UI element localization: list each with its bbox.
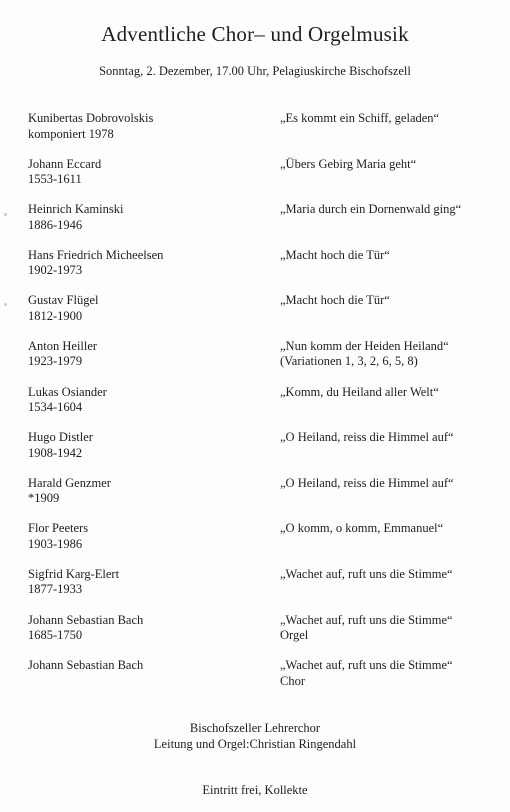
program-list	[28, 111, 498, 704]
program-entry	[28, 339, 498, 385]
work-title: „Macht hoch die Tür“	[280, 293, 390, 308]
composer-block	[28, 157, 268, 188]
work-title: „Wachet auf, ruft uns die Stimme“	[280, 566, 453, 581]
work-title: „Nun komm der Heiden Heiland“	[280, 338, 449, 353]
composer-block	[28, 339, 268, 370]
work-block	[280, 521, 510, 537]
composer-block	[28, 658, 268, 674]
composer-dates: 1908-1942	[28, 445, 83, 460]
work-block	[280, 339, 510, 370]
program-entry	[28, 658, 498, 704]
composer-block	[28, 248, 268, 279]
composer-block	[28, 111, 268, 142]
composer-name: Heinrich Kaminski	[28, 202, 124, 217]
composer-name: Hugo Distler	[28, 430, 93, 445]
work-title: „Maria durch ein Dornenwald ging“	[280, 202, 462, 217]
composer-name: Harald Genzmer	[28, 475, 111, 490]
composer-dates: *1909	[28, 491, 60, 506]
composer-name: Lukas Osiander	[28, 384, 107, 399]
work-block	[280, 613, 510, 644]
work-block	[280, 157, 510, 173]
composer-name: Hans Friedrich Micheelsen	[28, 247, 164, 262]
scan-mark	[4, 303, 7, 306]
program-entry	[28, 613, 498, 659]
composer-name: Anton Heiller	[28, 338, 98, 353]
choir-name: Bischofszeller Lehrerchor	[189, 721, 321, 735]
direction-credit: Leitung und Orgel:Christian Ringendahl	[153, 736, 357, 751]
composer-dates: 1902-1973	[28, 263, 83, 278]
program-entry	[28, 202, 498, 248]
composer-block	[28, 476, 268, 507]
work-note: (Variationen 1, 3, 2, 6, 5, 8)	[280, 354, 418, 369]
page-title: Adventliche Chor– und Orgelmusik	[101, 22, 409, 46]
composer-name: Johann Eccard	[28, 156, 102, 171]
composer-block	[28, 430, 268, 461]
event-details: Sonntag, 2. Dezember, 17.00 Uhr, Pelagiuskirche Bischofszell	[99, 64, 411, 78]
work-title: „Wachet auf, ruft uns die Stimme“	[280, 658, 453, 673]
composer-block	[28, 613, 268, 644]
composer-dates: 1877-1933	[28, 582, 83, 597]
composer-block	[28, 521, 268, 552]
program-entry	[28, 248, 498, 294]
composer-name: Kunibertas Dobrovolskis	[28, 111, 154, 125]
work-title: „Es kommt ein Schiff, geladen“	[280, 111, 440, 125]
program-entry	[28, 521, 498, 567]
work-block	[280, 476, 510, 492]
program-entry	[28, 476, 498, 522]
program-entry	[28, 293, 498, 339]
program-entry	[28, 111, 498, 157]
work-block	[280, 248, 510, 264]
composer-name: Johann Sebastian Bach	[28, 612, 144, 627]
work-note: Orgel	[280, 628, 309, 643]
composer-name: Gustav Flügel	[28, 293, 99, 308]
admission-note: Eintritt frei, Kollekte	[202, 783, 308, 797]
work-title: „O komm, o komm, Emmanuel“	[280, 521, 444, 536]
scan-mark	[4, 213, 7, 216]
composer-dates: 1534-1604	[28, 400, 83, 415]
composer-block	[28, 202, 268, 233]
work-title: „Komm, du Heiland aller Welt“	[280, 384, 439, 399]
composer-dates: 1923-1979	[28, 354, 83, 369]
work-block	[280, 293, 510, 309]
work-block	[280, 385, 510, 401]
work-title: „O Heiland, reiss die Himmel auf“	[280, 475, 454, 490]
composer-name: Sigfrid Karg-Elert	[28, 566, 120, 581]
composer-block	[28, 385, 268, 416]
composer-name: Flor Peeters	[28, 521, 89, 536]
composer-dates: komponiert 1978	[28, 126, 114, 141]
composer-dates: 1553-1611	[28, 172, 82, 187]
work-block	[280, 111, 510, 127]
program-entry	[28, 385, 498, 431]
composer-dates: 1812-1900	[28, 308, 83, 323]
work-block	[280, 202, 510, 218]
work-title: „O Heiland, reiss die Himmel auf“	[280, 430, 454, 445]
program-entry	[28, 430, 498, 476]
composer-dates: 1903-1986	[28, 536, 83, 551]
work-title: „Übers Gebirg Maria geht“	[280, 156, 417, 171]
program-entry	[28, 567, 498, 613]
composer-dates: 1886-1946	[28, 217, 83, 232]
composer-dates: 1685-1750	[28, 628, 83, 643]
composer-block	[28, 293, 268, 324]
work-block	[280, 658, 510, 689]
composer-name: Johann Sebastian Bach	[28, 658, 144, 673]
work-block	[280, 430, 510, 446]
program-entry	[28, 157, 498, 203]
work-note: Chor	[280, 673, 305, 688]
work-title: „Wachet auf, ruft uns die Stimme“	[280, 612, 453, 627]
work-title: „Macht hoch die Tür“	[280, 247, 390, 262]
composer-block	[28, 567, 268, 598]
work-block	[280, 567, 510, 583]
performers-block	[0, 721, 510, 752]
